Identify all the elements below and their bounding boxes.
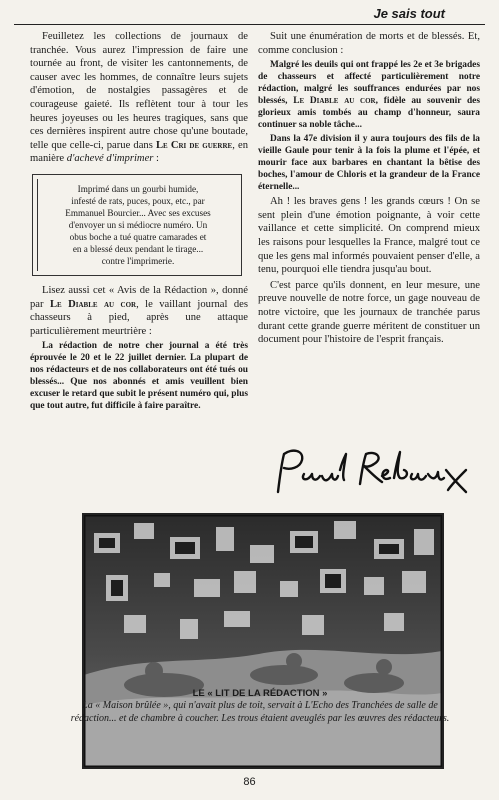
box-line: contre l'imprimerie.	[101, 255, 175, 266]
box-line: Emmanuel Bourcier... Avec ses excuses	[65, 207, 211, 218]
page-number: 86	[243, 776, 256, 788]
right-column	[258, 30, 480, 349]
left-paragraph-2: Lisez aussi cet « Avis de la Rédaction », donné par Le Diable au cor, le vaillant journal des chasseurs à pied, après une attaque particulièrement meurtrière :	[30, 284, 248, 337]
right-quote-1: Malgré les deuils qui ont frappé les 2e et 3e brigades de chasseurs et affecté particulièrement notre rédaction, malgré les souffrances endurées par nos blessés, Le Diable au cor, fidèle au souvenir des glorieux amis tombés au champ d'honneur, saura continuer sa noble tâche...	[258, 60, 480, 131]
journal-name-cri-de-guerre: Le Cri de guerre	[155, 139, 233, 151]
box-line: infesté de rats, puces, poux, etc., par	[71, 195, 205, 206]
photo-caption	[60, 688, 460, 725]
caption-title: LE « LIT DE LA RÉDACTION »	[192, 688, 328, 699]
box-line: d'envoyer un si médiocre numéro. Un	[68, 219, 208, 230]
left-paragraph-1: Feuilletez les collections de journaux de tranchée. Vous aurez l'impression de faire une tournée au front, de visiter les cantonnements, de causer avec les hommes, de connaître leurs sujets d'émotion, de nostalgies passagères et de courageuse gaieté. Ils reflètent tour à tour les heures joyeuses ou les heures tragiques, sans que ces dernières inspirent autre chose qu'une boutade, telle que celle-ci, parue dans Le Cri de guerre, en manière d'achevé d'imprimer :	[30, 31, 248, 165]
photograph-lit-de-la-redaction	[82, 513, 444, 769]
page-header	[14, 4, 485, 25]
caption-text: La « Maison brûlée », qui n'avait plus de toit, servait à L'Echo des Tranchées de salle de rédaction... et de chambre à coucher. Les trous étaient aveuglés par les œuvres des rédacteurs.	[70, 700, 450, 724]
box-line: obus boche a tué quatre camarades et	[69, 231, 207, 242]
box-line: Imprimé dans un gourbi humide,	[77, 183, 199, 194]
left-column	[30, 30, 248, 414]
quoted-box	[32, 174, 242, 276]
magazine-title: Je sais tout	[373, 6, 445, 21]
right-paragraph-4: Ah ! les braves gens ! les grands cœurs ! On se sent plein d'une émotion poignante, à voir cette vaillance et cette simplicité. On comprend mieux les raisons pour lesquelles la France, malgré tout ce que les gens mal informés pouvaient penser d'elle, a tenu, pourquoi elle tiendra jusqu'au bout.	[258, 196, 480, 276]
signature	[270, 440, 480, 500]
photo-image	[84, 515, 442, 767]
journal-name-diable-au-cor: Le Diable au cor	[49, 298, 137, 310]
left-quote-redaction: La rédaction de notre cher journal a été très éprouvée le 20 et le 22 juillet dernier. La plupart de nos rédacteurs et de nos collaborateurs ont été tués ou blessés... Que nos abonnés et amis veuillent bien excuser le retard que subit le présent numéro qui, plus que tout autre, fut difficile à faire paraître.	[30, 341, 248, 412]
box-line: en a blessé deux pendant le tirage...	[72, 243, 204, 254]
right-quote-2: Dans la 47e division il y aura toujours des fils de la vieille Gaule pour tenir à la fois la plume et l'épée, et mourir face aux barbares en chantant la bêtise des boches, l'amour de Chloris et la grandeur de la France éternelle...	[258, 134, 480, 193]
right-paragraph-5: C'est parce qu'ils donnent, en leur mesure, une preuve nouvelle de notre force, un gage nouveau de notre victoire, que les journaux de tranchée parus durant cette grande guerre méritent de constituer un document pour l'histoire de l'esprit français.	[258, 279, 480, 346]
right-paragraph-1: Suit une énumération de morts et de blessés. Et, comme conclusion :	[258, 31, 480, 56]
